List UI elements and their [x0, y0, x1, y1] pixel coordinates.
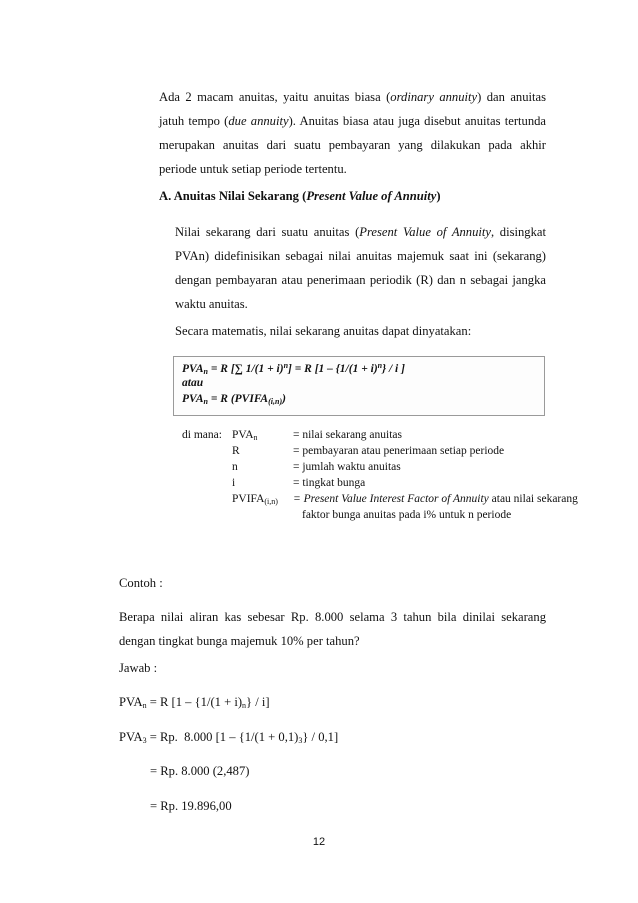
section-p2: Secara matematis, nilai sekarang anuitas dapat dinyatakan:	[175, 324, 472, 338]
legend-desc-cont: faktor bunga anuitas pada i% untuk n periode	[302, 509, 512, 521]
formula-line-2: atau	[182, 377, 204, 389]
intro-line-4: periode untuk setiap periode tertentu.	[159, 162, 347, 176]
legend-sym-pvifa: $PVIFA_{(i,n)}$	[232, 493, 278, 506]
answer-step-1: $PVA_n = R$ $[1 - \{1/(1 + i)_n\} / i]$	[119, 695, 270, 710]
answer-label: Jawab :	[119, 661, 158, 675]
legend-desc-pvan: = nilai sekarang anuitas	[293, 429, 402, 441]
legend-sym-n: n	[232, 461, 238, 473]
legend-sym-r: R	[232, 445, 240, 457]
section-heading: A. Anuitas Nilai Sekarang (Present Value of Annuity)	[159, 189, 441, 203]
intro-line-1: Ada 2 macam anuitas, yaitu anuitas biasa (ordinary annuity) dan anuitas	[159, 90, 546, 104]
example-question-line-2: dengan tingkat bunga majemuk 10% per tahun?	[119, 634, 360, 648]
intro-line-3: merupakan anuitas dari suatu pembayaran yang dilakukan pada akhir	[159, 138, 546, 152]
formula-line-3: $PVA_n = R$ $(PVIFA_{(i,n)})$	[182, 393, 286, 406]
formula-line-1: $PVA_n = R$ [∑ $1/(1 + i)^n] = R$ [$1 - \{1/(1 + i)^n\} / i$ ]	[182, 361, 405, 376]
legend-sym-pvan: $PVA_n$	[232, 429, 258, 442]
answer-step-4: = Rp. 19.896,00	[150, 799, 232, 813]
legend-desc-i: = tingkat bunga	[293, 477, 366, 489]
answer-step-2: $PVA_3 = Rp$. 8.000 $[1 - \{1/(1 + 0,1)_3\} / 0,1]$	[119, 730, 339, 745]
page-number: 12	[312, 836, 326, 848]
legend-desc-n: = jumlah waktu anuitas	[293, 461, 401, 473]
section-p1-line-1: Nilai sekarang dari suatu anuitas (Present Value of Annuity, disingkat	[175, 225, 546, 239]
legend-desc-pvifa: = Present Value Interest Factor of Annuity atau nilai sekarang	[293, 493, 578, 505]
intro-line-2: jatuh tempo (due annuity). Anuitas biasa atau juga disebut anuitas tertunda	[159, 114, 546, 128]
section-p1-line-3: dengan pembayaran atau penerimaan periodik (R) dan n sebagai jangka	[175, 273, 546, 287]
answer-step-3: = Rp. 8.000 (2,487)	[150, 764, 250, 778]
example-label: Contoh :	[119, 576, 163, 590]
formula-box	[173, 356, 545, 416]
legend-desc-r: = pembayaran atau penerimaan setiap periode	[293, 445, 505, 457]
example-question-line-1: Berapa nilai aliran kas sebesar Rp. 8.000 selama 3 tahun bila dinilai sekarang	[119, 610, 546, 624]
legend-sym-i: i	[232, 477, 236, 489]
section-p1-line-2: PVAn) didefinisikan sebagai nilai anuitas majemuk saat ini (sekarang)	[175, 249, 546, 263]
section-p1-line-4: waktu anuitas.	[175, 297, 248, 311]
legend-intro: di mana:	[182, 429, 222, 441]
